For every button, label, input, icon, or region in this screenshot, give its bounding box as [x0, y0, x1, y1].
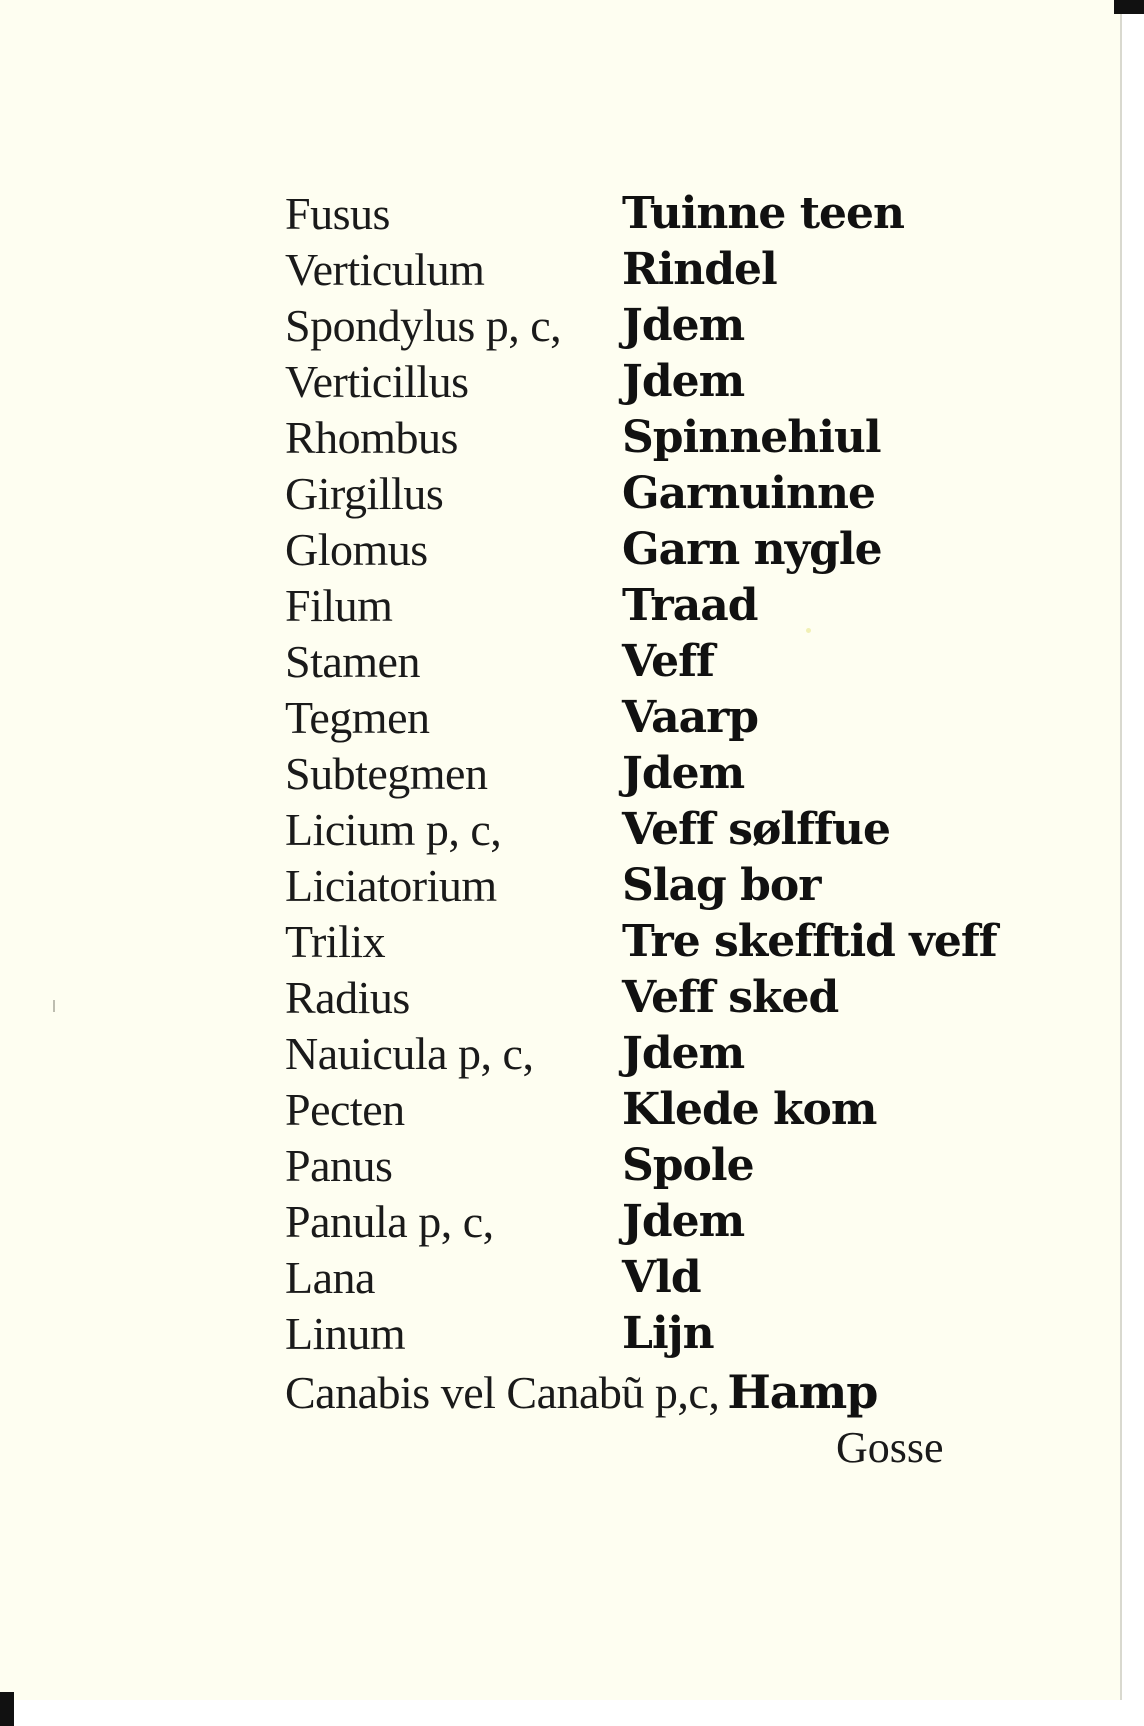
latin-term: Nauicula p, c,	[285, 1028, 534, 1079]
latin-term: Verticillus	[285, 356, 469, 407]
danish-term: Jdem	[622, 1028, 745, 1079]
latin-term: Filum	[285, 580, 393, 631]
danish-term: Slag bor	[622, 860, 821, 911]
danish-term: Traad	[622, 580, 758, 631]
latin-term: Lana	[285, 1252, 375, 1303]
latin-term: Spondylus p, c,	[285, 300, 562, 351]
latin-term: Fusus	[285, 188, 390, 239]
danish-term: Lijn	[622, 1308, 714, 1359]
latin-term: Linum	[285, 1308, 406, 1359]
latin-term: Radius	[285, 972, 410, 1023]
danish-term: Hamp	[727, 1365, 878, 1419]
latin-term: Stamen	[285, 636, 420, 687]
danish-term: Veff sked	[622, 972, 839, 1023]
danish-term: Jdem	[622, 748, 745, 799]
latin-term: Tegmen	[285, 692, 430, 743]
latin-term: Panula p, c,	[285, 1196, 494, 1247]
danish-term: Vaarp	[622, 692, 759, 743]
danish-term: Veff sølffue	[622, 804, 890, 855]
latin-term: Licium p, c,	[285, 804, 502, 855]
danish-term: Rindel	[622, 244, 777, 295]
latin-term: Panus	[285, 1140, 393, 1191]
latin-term: Verticulum	[285, 244, 485, 295]
danish-term: Garn nygle	[622, 524, 882, 575]
danish-term: Spinnehiul	[622, 412, 881, 463]
danish-term: Jdem	[622, 300, 745, 351]
danish-term: Vld	[622, 1252, 701, 1303]
latin-term: Glomus	[285, 524, 428, 575]
margin-note: Gosse	[836, 1423, 944, 1472]
danish-term: Jdem	[622, 1196, 745, 1247]
page-edge	[1120, 0, 1122, 1700]
latin-term: Rhombus	[285, 412, 458, 463]
danish-term: Garnuinne	[622, 468, 875, 519]
danish-term: Klede kom	[622, 1084, 877, 1135]
latin-term: Girgillus	[285, 468, 444, 519]
danish-term: Tuinne teen	[622, 188, 905, 239]
latin-term: Trilix	[285, 916, 386, 967]
latin-term: Pecten	[285, 1084, 405, 1135]
latin-term: Subtegmen	[285, 748, 488, 799]
danish-term: Tre skefftid veff	[622, 916, 997, 967]
latin-term: Canabis vel Canabũ p,c,	[285, 1367, 720, 1418]
danish-term: Spole	[622, 1140, 754, 1191]
latin-term: Liciatorium	[285, 860, 497, 911]
danish-term: Veff	[622, 636, 714, 687]
danish-term: Jdem	[622, 356, 745, 407]
glossary-entry-last	[285, 1364, 877, 1421]
